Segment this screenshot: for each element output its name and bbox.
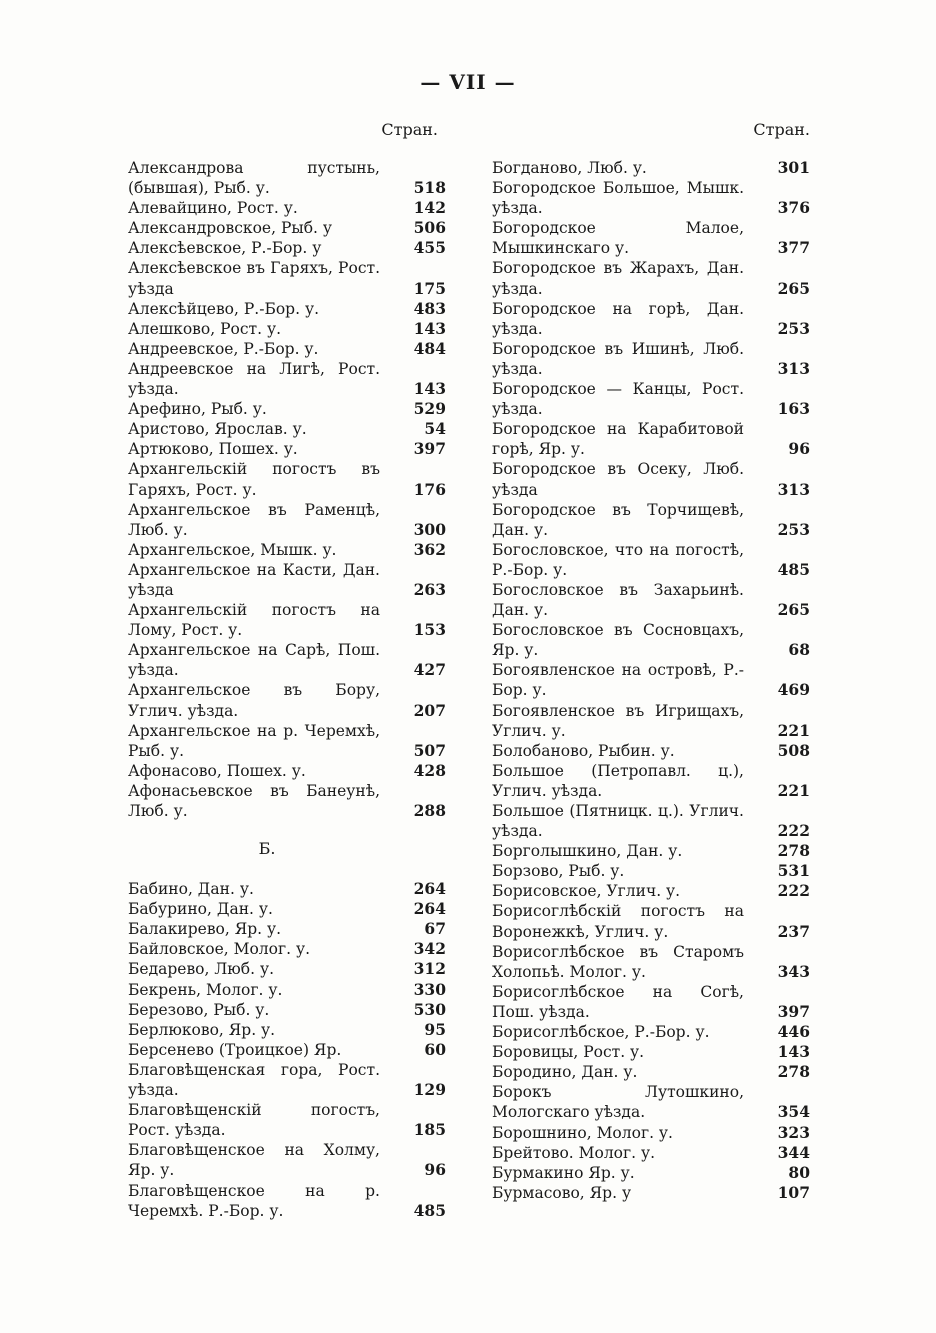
entry-name: Бедарево, Люб. у. [128, 960, 275, 979]
entry-page-number: 377 [777, 238, 810, 258]
entry-page-number: 153 [413, 620, 446, 640]
entry-name: Архангельское въ Бору, Углич. уѣзда. [128, 681, 380, 720]
entry-name: Брейтово. Молог. у. [492, 1143, 656, 1162]
index-entry [492, 258, 810, 298]
index-entry [492, 218, 810, 258]
entry-page-number: 344 [777, 1142, 810, 1162]
entry-name: Бородино, Дан. у. [492, 1063, 638, 1082]
entry-page-number: 278 [777, 1062, 810, 1082]
entry-name: Бабурино, Дан. у. [128, 900, 273, 919]
entry-page-number: 222 [777, 881, 810, 901]
entry-name: Богородское въ Осеку, Люб. уѣзда [492, 460, 744, 499]
entry-page-number: 96 [788, 439, 810, 459]
section-letter-b: Б. [258, 839, 276, 859]
entry-name: Алешково, Рост. у. [128, 319, 282, 338]
entry-page-number: 428 [413, 760, 446, 780]
entry-page-number: 95 [424, 1019, 446, 1039]
entry-page-number: 342 [413, 939, 446, 959]
entry-name: Борисоглѣбское на Согѣ, Пош. уѣзда. [492, 982, 744, 1021]
index-entry [128, 319, 446, 339]
entry-name: Богородское — Канцы, Рост. уѣзда. [492, 380, 744, 419]
index-entry [492, 761, 810, 801]
entry-page-number: 129 [413, 1080, 446, 1100]
entry-page-number: 531 [777, 861, 810, 881]
entry-page-number: 323 [777, 1122, 810, 1142]
entry-name: Борисоглѣбское, Р.-Бор. у. [492, 1023, 710, 1042]
entry-page-number: 80 [788, 1162, 810, 1182]
entry-page-number: 207 [413, 700, 446, 720]
index-entry [492, 500, 810, 540]
left-entry-list [128, 158, 446, 821]
right-column [492, 118, 810, 1203]
left-column-header: Стран. [381, 120, 438, 139]
index-entry [492, 660, 810, 700]
entry-name: Богословское, что на погостѣ, Р.-Бор. у. [492, 540, 744, 579]
entry-page-number: 313 [777, 358, 810, 378]
entry-name: Богородское въ Торчищевѣ, Дан. у. [492, 500, 744, 539]
entry-name: Богородское Большое, Мышк. уѣзда. [492, 179, 744, 218]
index-entry [128, 899, 446, 919]
left-column [128, 118, 446, 1221]
entry-name: Александровское, Рыб. у [128, 219, 333, 238]
entry-page-number: 143 [413, 379, 446, 399]
index-entry [128, 500, 446, 540]
entry-name: Афонасово, Пошех. у. [128, 761, 306, 780]
entry-name: Борисоглѣбскій погостъ на Воронежкѣ, Углич. у. [492, 902, 744, 941]
entry-page-number: 143 [413, 318, 446, 338]
index-entry [128, 339, 446, 359]
entry-page-number: 107 [777, 1182, 810, 1202]
index-entry [128, 258, 446, 298]
index-entry [128, 459, 446, 499]
entry-name: Богородское въ Жарахъ, Дан. уѣзда. [492, 259, 744, 298]
entry-page-number: 67 [424, 919, 446, 939]
entry-name: Андреевское, Р.-Бор. у. [128, 339, 319, 358]
entry-page-number: 222 [777, 821, 810, 841]
index-entry [128, 1100, 446, 1140]
entry-page-number: 529 [413, 399, 446, 419]
index-entry [492, 861, 810, 881]
entry-page-number: 485 [413, 1200, 446, 1220]
entry-page-number: 185 [413, 1120, 446, 1140]
index-entry [128, 959, 446, 979]
entry-name: Богородское въ Ишинѣ, Люб. уѣзда. [492, 339, 744, 378]
index-entry [128, 919, 446, 939]
entry-page-number: 446 [777, 1022, 810, 1042]
entry-page-number: 483 [413, 298, 446, 318]
index-entry [492, 901, 810, 941]
index-entry [492, 1082, 810, 1122]
index-entry [128, 359, 446, 399]
index-entry [492, 841, 810, 861]
entry-page-number: 264 [413, 899, 446, 919]
entry-page-number: 221 [777, 720, 810, 740]
index-entry [492, 339, 810, 379]
entry-name: Богородское на Карабитовой горѣ, Яр. у. [492, 420, 744, 459]
index-entry [128, 1060, 446, 1100]
entry-name: Богоявленское на островѣ, Р.-Бор. у. [492, 661, 744, 700]
entry-page-number: 508 [777, 740, 810, 760]
entry-page-number: 301 [777, 158, 810, 177]
index-entry [128, 198, 446, 218]
entry-page-number: 313 [777, 479, 810, 499]
entry-page-number: 263 [413, 579, 446, 599]
index-entry [492, 540, 810, 580]
entry-page-number: 142 [413, 198, 446, 218]
entry-name: Александрова пустынь, (бывшая), Рыб. у. [128, 159, 380, 198]
entry-page-number: 427 [413, 660, 446, 680]
index-entry [492, 881, 810, 901]
entry-name: Арефино, Рыб. у. [128, 400, 267, 419]
index-entry [492, 1143, 810, 1163]
index-entry [492, 1062, 810, 1082]
index-entry [128, 560, 446, 600]
index-entry [492, 419, 810, 459]
entry-page-number: 455 [413, 238, 446, 258]
index-entry [128, 158, 446, 198]
entry-page-number: 253 [777, 519, 810, 539]
entry-name: Благовѣщенское на р. Черемхѣ. Р.-Бор. у. [128, 1181, 380, 1220]
entry-name: Архангельское въ Раменцѣ, Люб. у. [128, 500, 380, 539]
right-column-header: Стран. [753, 120, 810, 139]
entry-name: Борзово, Рыб. у. [492, 862, 625, 881]
entry-name: Благовѣщенское на Холму, Яр. у. [128, 1141, 380, 1180]
entry-name: Архангельскій погостъ на Лому, Рост. у. [128, 601, 380, 640]
entry-name: Большое (Петропавл. ц.), Углич. уѣзда. [492, 761, 744, 800]
entry-page-number: 397 [413, 439, 446, 459]
entry-name: Бабино, Дан. у. [128, 880, 254, 899]
index-entry [492, 1123, 810, 1143]
left-entry-list-b [128, 879, 446, 1221]
entry-page-number: 506 [413, 218, 446, 238]
entry-name: Богородское на горѣ, Дан. уѣзда. [492, 299, 744, 338]
entry-name: Алексѣевское, Р.-Бор. у [128, 239, 322, 258]
entry-name: Борошнино, Молог. у. [492, 1123, 673, 1142]
entry-name: Болобаново, Рыбин. у. [492, 741, 675, 760]
entry-page-number: 288 [413, 801, 446, 820]
entry-page-number: 518 [413, 178, 446, 198]
index-entry [128, 721, 446, 761]
index-entry [492, 942, 810, 982]
entry-page-number: 54 [424, 419, 446, 439]
index-entry [492, 459, 810, 499]
entry-name: Боровицы, Рост. у. [492, 1043, 645, 1062]
index-entry [128, 399, 446, 419]
index-entry [492, 1042, 810, 1062]
entry-page-number: 163 [777, 399, 810, 419]
index-entry [128, 781, 446, 821]
index-entry [492, 741, 810, 761]
entry-name: Алевайцино, Рост. у. [128, 199, 298, 218]
index-entry [128, 1020, 446, 1040]
entry-name: Березово, Рыб. у. [128, 1000, 270, 1019]
entry-page-number: 507 [413, 740, 446, 760]
entry-page-number: 312 [413, 959, 446, 979]
entry-page-number: 265 [777, 278, 810, 298]
index-entry [492, 580, 810, 620]
entry-page-number: 68 [788, 640, 810, 660]
entry-name: Архангельскій погостъ въ Гаряхъ, Рост. у. [128, 460, 380, 499]
index-entry [128, 680, 446, 720]
index-entry [492, 379, 810, 419]
entry-page-number: 397 [777, 1001, 810, 1021]
index-entry [128, 1181, 446, 1221]
entry-name: Алексѣевское въ Гаряхъ, Рост. уѣзда [128, 259, 380, 298]
index-entry [128, 980, 446, 1000]
index-entry [492, 982, 810, 1022]
entry-page-number: 484 [413, 338, 446, 358]
index-entry [128, 1000, 446, 1020]
entry-page-number: 265 [777, 600, 810, 620]
right-entry-list [492, 158, 810, 1203]
entry-name: Богословское въ Сосновцахъ, Яр. у. [492, 621, 744, 660]
entry-page-number: 221 [777, 780, 810, 800]
entry-page-number: 330 [413, 979, 446, 999]
index-entry [492, 1163, 810, 1183]
entry-page-number: 362 [413, 539, 446, 559]
entry-name: Благовѣщенская гора, Рост. уѣзда. [128, 1060, 380, 1100]
index-entry [128, 879, 446, 899]
entry-name: Богданово, Люб. у. [492, 159, 647, 177]
entry-page-number: 376 [777, 198, 810, 218]
entry-page-number: 175 [413, 278, 446, 298]
index-entry [492, 620, 810, 660]
index-entry [128, 640, 446, 680]
entry-name: Борголышкино, Дан. у. [492, 842, 683, 861]
entry-name: Борисовское, Углич. у. [492, 882, 681, 901]
entry-name: Богородское Малое, Мышкинскаго у. [492, 219, 744, 258]
entry-name: Бурмакино Яр. у. [492, 1163, 635, 1182]
index-entry [492, 1183, 810, 1203]
entry-page-number: 278 [777, 841, 810, 861]
index-entry [128, 1040, 446, 1060]
index-entry [492, 701, 810, 741]
entry-page-number: 237 [777, 921, 810, 941]
index-entry [492, 158, 810, 178]
entry-name: Аристово, Ярослав. у. [128, 420, 307, 439]
entry-name: Алексѣйцево, Р.-Бор. у. [128, 299, 319, 318]
entry-name: Архангельское на Сарѣ, Пош. уѣзда. [128, 641, 380, 680]
entry-name: Балакирево, Яр. у. [128, 920, 282, 939]
entry-name: Большое (Пятницк. ц.). Углич. уѣзда. [492, 802, 744, 841]
entry-page-number: 176 [413, 479, 446, 499]
entry-name: Берсенево (Троицкое) Яр. [128, 1040, 342, 1059]
index-entry [128, 439, 446, 459]
entry-name: Борокъ Лутошкино, Мологскаго уѣзда. [492, 1083, 744, 1122]
page-number: — VII — [420, 70, 516, 94]
entry-name: Архангельское на Касти, Дан. уѣзда [128, 560, 380, 599]
entry-name: Архангельское на р. Черемхѣ, Рыб. у. [128, 721, 380, 760]
index-entry [128, 1140, 446, 1180]
entry-page-number: 253 [777, 318, 810, 338]
index-entry [492, 801, 810, 841]
entry-name: Артюково, Пошех. у. [128, 440, 298, 459]
entry-page-number: 143 [777, 1042, 810, 1062]
index-entry [128, 540, 446, 560]
entry-name: Андреевское на Лигѣ, Рост. уѣзда. [128, 359, 380, 399]
entry-name: Благовѣщенскій погостъ, Рост. уѣзда. [128, 1101, 380, 1140]
entry-page-number: 343 [777, 961, 810, 981]
entry-page-number: 60 [424, 1039, 446, 1059]
entry-name: Богословское въ Захарьинѣ. Дан. у. [492, 580, 744, 620]
index-entry [128, 299, 446, 319]
entry-name: Богоявленское въ Игрищахъ, Углич. у. [492, 701, 744, 740]
entry-page-number: 469 [777, 680, 810, 700]
index-entry [128, 218, 446, 238]
entry-page-number: 96 [424, 1160, 446, 1180]
entry-name: Бекрень, Молог. у. [128, 980, 283, 999]
index-entry [128, 600, 446, 640]
entry-name: Байловское, Молог. у. [128, 940, 310, 959]
entry-page-number: 264 [413, 879, 446, 899]
index-entry [492, 178, 810, 218]
entry-name: Бурмасово, Яр. у [492, 1183, 632, 1202]
entry-page-number: 530 [413, 999, 446, 1019]
index-entry [128, 761, 446, 781]
entry-page-number: 300 [413, 519, 446, 539]
entry-name: Ворисоглѣбское въ Старомъ Холопьѣ. Молог. у. [492, 942, 744, 981]
index-entry [128, 238, 446, 258]
index-entry [492, 299, 810, 339]
entry-page-number: 354 [777, 1102, 810, 1122]
entry-name: Берлюково, Яр. у. [128, 1020, 276, 1039]
entry-name: Афонасьевское въ Банеунѣ, Люб. у. [128, 781, 380, 820]
entry-page-number: 485 [777, 559, 810, 579]
index-entry [128, 939, 446, 959]
index-entry [128, 419, 446, 439]
index-entry [492, 1022, 810, 1042]
entry-name: Архангельское, Мышк. у. [128, 540, 337, 559]
